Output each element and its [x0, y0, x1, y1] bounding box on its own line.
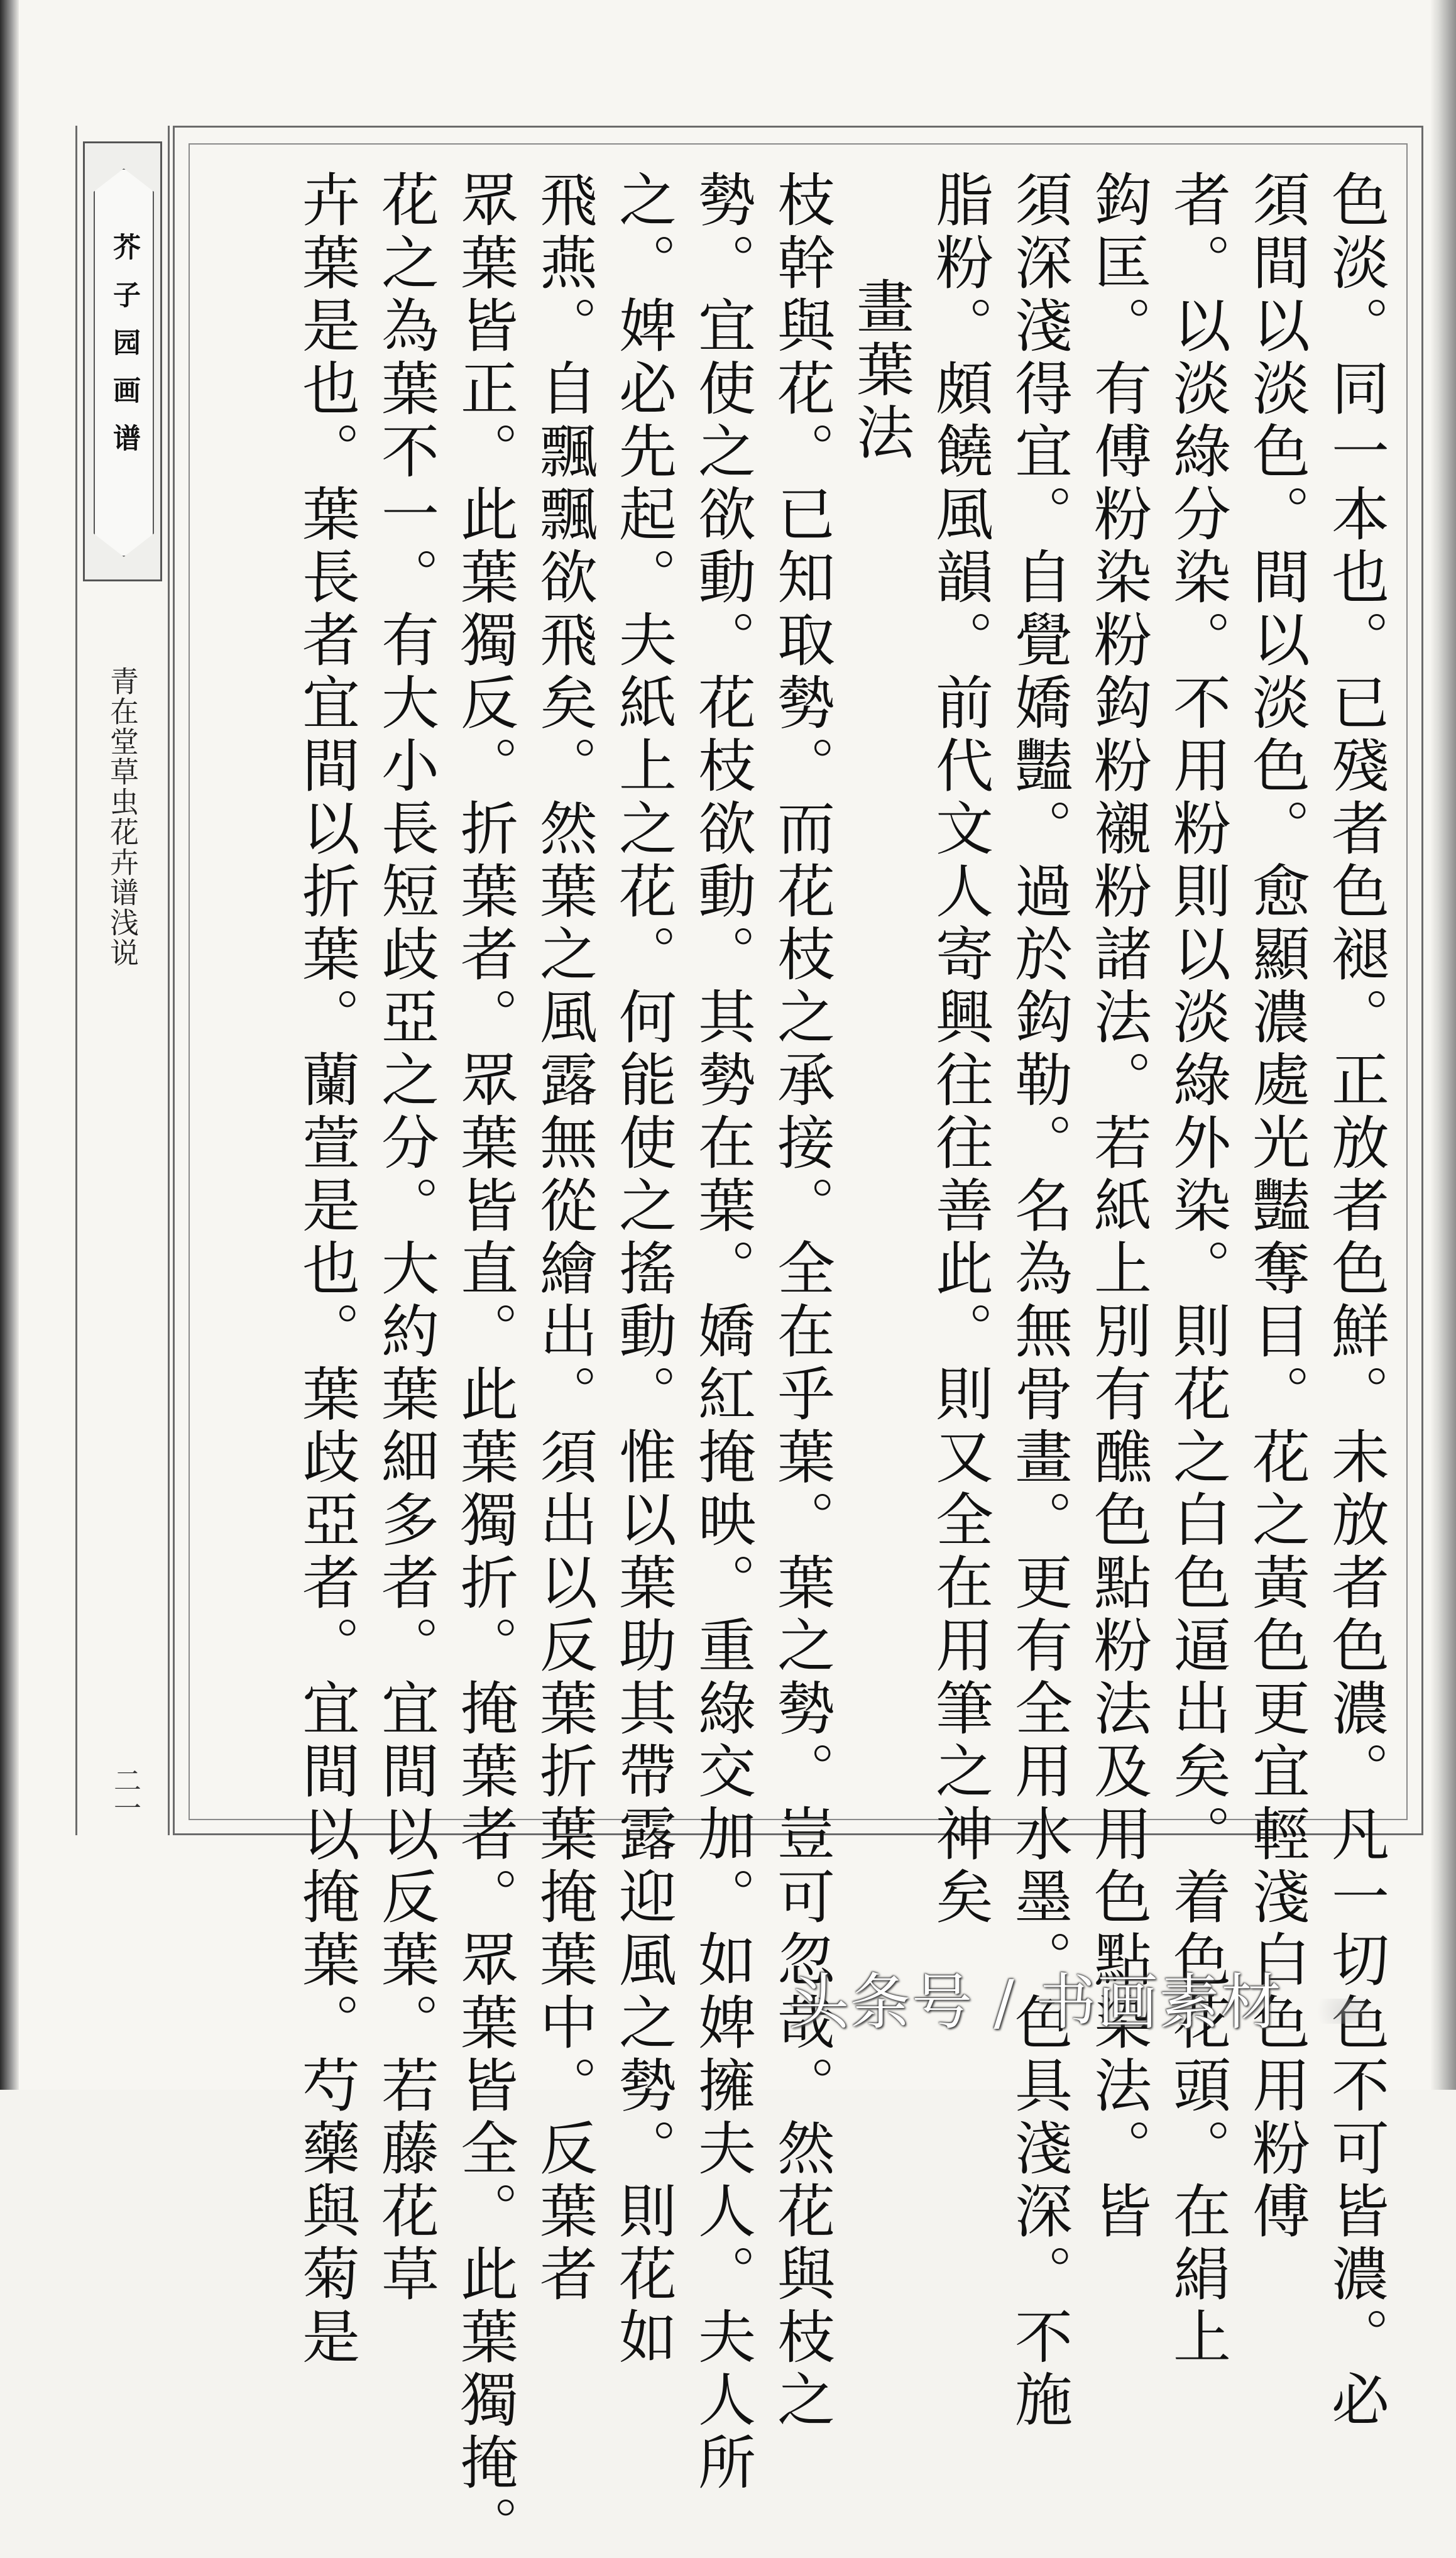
text-column: 須間以淡色。間以淡色。愈顯濃處光豔奪目。花之黃色更宜輕淺白色用粉傅 [1243, 170, 1310, 2244]
text-column: 鈎匡。有傅粉染粉鈎粉襯粉諸法。若紙上別有醮色點粉法及用色點染法。皆 [1085, 170, 1152, 2244]
page-edge-shadow [1431, 0, 1456, 2090]
text-column: 勢。宜使之欲動。花枝欲動。其勢在葉。嬌紅掩映。重綠交加。如婢擁夫人。夫人所 [689, 170, 756, 2495]
text-column: 飛燕。自飄飄欲飛矣。然葉之風露無從繪出。須出以反葉折葉掩葉中。反葉者 [530, 170, 598, 2307]
text-column: 色淡。同一本也。已殘者色褪。正放者色鮮。未放者色濃。凡一切色不可皆濃。必 [1322, 170, 1389, 2432]
text-column: 花之為葉不一。有大小長短歧亞之分。大約葉細多者。宜間以反葉。若藤花草 [372, 170, 439, 2307]
text-column: 脂粉。頗饒風韻。前代文人寄興往往善此。則又全在用筆之神矣 [926, 170, 993, 1929]
chapter-subtitle: 青在堂草虫花卉谱浅说 [106, 666, 140, 968]
text-column: 枝幹與花。已知取勢。而花枝之承接。全在乎葉。葉之勢。豈可忽哉。然花與枝之 [768, 170, 835, 2432]
book-title: 芥子园画谱 [108, 233, 140, 471]
source-watermark: 头条号 / 书画素材 [789, 1967, 1283, 2038]
page-gutter-shadow [0, 0, 19, 2090]
text-column: 卉葉是也。葉長者宜間以折葉。蘭萱是也。葉歧亞者。宜間以掩葉。芍藥與菊是 [293, 170, 360, 2369]
text-column: 者。以淡綠分染。不用粉則以淡綠外染。則花之白色逼出矣。着色花頭。在絹上 [1164, 170, 1231, 2369]
page-number: 二一 [109, 1766, 141, 1821]
text-column: 眾葉皆正。此葉獨反。折葉者。眾葉皆直。此葉獨折。掩葉者。眾葉皆全。此葉獨掩。 [451, 170, 518, 2558]
text-column: 之。婢必先起。夫紙上之花。何能使之搖動。惟以葉助其帶露迎風之勢。則花如 [610, 170, 677, 2369]
text-column: 須深淺得宜。自覺嬌豔。過於鈎勒。名為無骨畫。更有全用水墨。色具淺深。不施 [1005, 170, 1073, 2432]
section-heading: 畫葉法 [847, 277, 914, 465]
